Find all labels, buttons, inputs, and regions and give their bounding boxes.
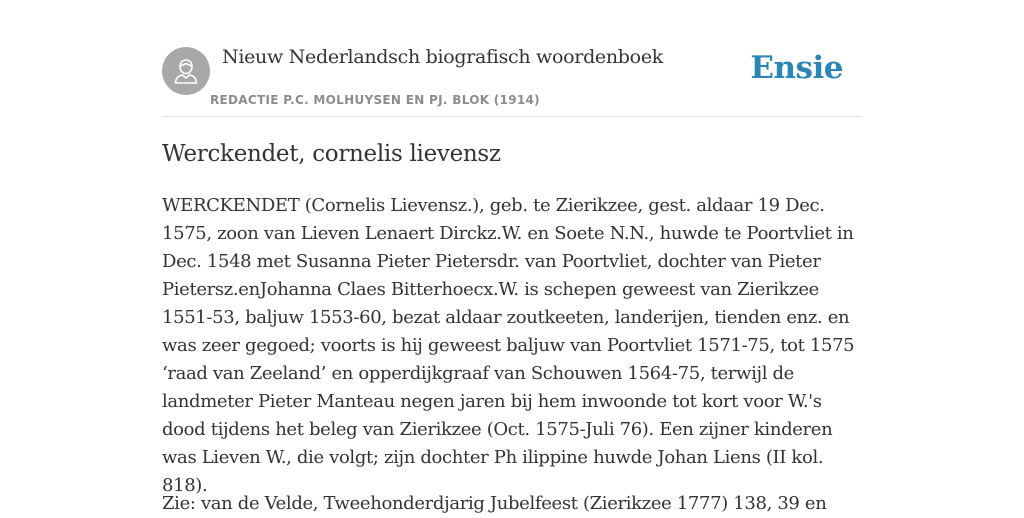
- source-title[interactable]: Nieuw Nederlandsch biografisch woordenboek: [222, 46, 663, 68]
- page: [162, 0, 862, 512]
- source-subtitle: REDACTIE P.C. MOLHUYSEN EN PJ. BLOK (1914): [210, 93, 540, 107]
- source-header: [162, 0, 862, 117]
- article-references: Zie: van de Velde, Tweehonderdjarig Jubelfeest (Zierikzee 1777) 138, 39 en: [162, 493, 827, 514]
- article-paragraph: WERCKENDET (Cornelis Lievensz.), geb. te Zierikzee, gest. aldaar 19 Dec. 1575, zoon van Lieven Lenaert Dirckz.W. en Soete N.N., huwde te Poortvliet in Dec. 1548 met Susanna Pieter Pietersdr. van Poortvliet, dochter van Pieter Pietersz.enJohanna Claes Bitterhoecx.W. is schepen geweest van Zierikzee 1551-53, baljuw 1553-60, bezat aldaar zoutkeeten, landerijen, tienden enz. en was zeer gegoed; voorts is hij geweest baljuw van Poortvliet 1571-75, tot 1575 ‘raad van Zeeland’ en opperdijkgraaf van Schouwen 1564-75, terwijl de landmeter Pieter Manteau negen jaren bij hem inwoonde tot kort voor W.'s dood tijdens het beleg van Zierikzee (Oct. 1575-Juli 76). Een zijner kinderen was Lieven W., die volgt; zijn dochter Ph ilippine huwde Johan Liens (II kol. 818).: [162, 195, 855, 496]
- user-icon: [173, 57, 199, 85]
- article-title: Werckendet, cornelis lievensz: [162, 141, 501, 167]
- brand-logo[interactable]: Ensie: [750, 50, 843, 86]
- source-avatar[interactable]: [162, 47, 210, 95]
